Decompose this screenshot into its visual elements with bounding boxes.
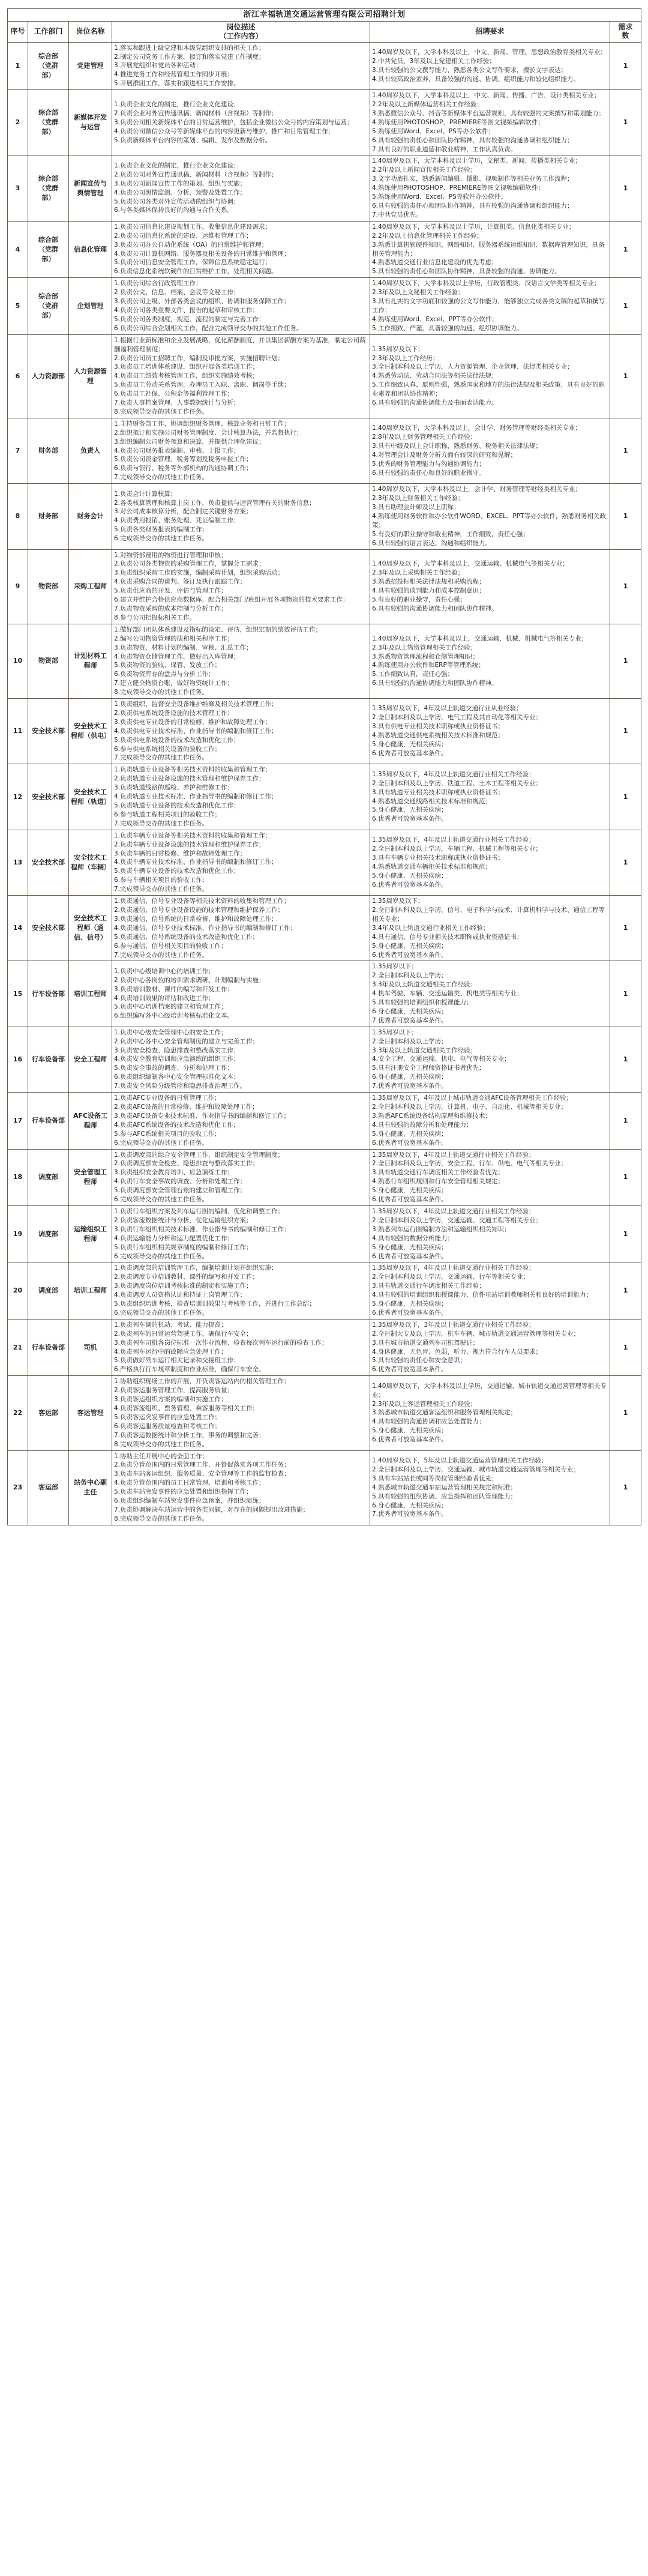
cell-desc: 1.负责AFC专业设备的日常管理工作； 2.负责AFC设备的日常检修、维护和故障处理工作； 3.负责AFC设备专业技术标准、作业指导书的编制和修订工作； 4.负责AFC系统设备的技术改造和优化工作； 5.参与AFC系统相关项目的验收工作； 6.完成领导交办的其他工作任务。	[112, 1093, 370, 1149]
cell-num: 1	[610, 418, 641, 483]
cell-no: 17	[8, 1093, 28, 1149]
table-row	[8, 764, 641, 830]
table-row	[8, 1262, 641, 1319]
cell-desc: 1.协助主任开展中心的全面工作； 2.负责分管范围内的日常管理工作，开督促落实各项工作任务； 3.负责车站客运组织、服务质量、安全管理等工作的监督检查； 4.负责分管范围内的员工日常管理、培训和考核工作； 5.负责车站突发事件的应急处置和组织指挥工作； 6.负责组织编制车站突发事件应急预案，并组织演练； 7.负责协调解决车站运营中的各类问题，对存在的问题提出改进措施； 8.完成领导交办的其他工作任务。	[112, 1450, 370, 1525]
cell-num: 1	[610, 221, 641, 277]
cell-dept: 物资部	[28, 549, 69, 624]
cell-desc: 1.负责行车组织方案及列车运行图的编制、优化和调整工作； 2.负责客流数据统计与分析，优化运输组织方案； 3.负责行车组织相关技术标准、作业指导书的编制和修订工作； 4.负责运输能力分析和运力配置优化工作； 5.负责行车组织相关规章制度的编制和修订工作； 6.完成领导交办的其他工作任务。	[112, 1205, 370, 1262]
cell-no: 3	[8, 155, 28, 221]
cell-req: 1.40周岁及以下，大学本科及以上，交通运输、机械、机械电气等相关专业； 2.3年及以上物资管理相关工作经验； 3.熟悉物资管理流程和仓储管理知识； 4.熟练使用办公软件和ERP等管理系统； 5.工作细致认真，责任心强； 6.具有较强的沟通协调能力和团队协作精神。	[370, 624, 610, 698]
cell-desc: 1.负责调度部的培训管理工作，编制培训计划并组织实施； 2.负责调度专业培训教材、课件的编写和开发工作； 3.负责调度岗位培训考核标准的制定和实施工作； 4.负责调度人员资格认证和持证上岗管理工作； 5.负责组织培训考核，检查培训训效果与考核等工作，并进行工作总结； 6.完成领导交办的其他工作任务。	[112, 1262, 370, 1319]
cell-desc: 1.负责企业文化的制定，推行企业文化建设； 2.负责公司对外宣传通讯稿、新闻材料（含视频）等制作； 3.负责公司新闻宣传工作的策划、组织与实施； 4.负责公司舆情监测、分析、预警及处置工作； 5.负责公司各类对外宣传活动的组织与协调； 6.与各类媒体保持良好的沟通与合作关系。	[112, 155, 370, 221]
cell-req: 1.40周岁及以下，大学本科及以上，会计学、财务管理等财经类相关专业； 2.8年及以上财务管理相关工作经验； 3.具有中级及以上会计职称，熟悉财务、税务相关法律法规； 4.对管理会计及财务分析方面有较深的研究和见解； 5.优秀的财务管理能力与沟通协调能力； 6.具有较强的责任心和良好的职业操守。	[370, 418, 610, 483]
cell-num: 1	[610, 1149, 641, 1205]
cell-post: 安全管理工程师	[69, 1149, 112, 1205]
header-no: 序号	[8, 21, 28, 42]
cell-req: 1.35周岁及以下，4年及以上轨道交通行业相关工作经验； 2.全日制本科及以上学历，车辆工程、机械工程等相关专业； 3.具有车辆专业相关技术职称或执业资格证书； 4.熟悉轨道交通车辆相关技术标准和规范； 5.身心健康，无相关疾病； 6.优秀者可放宽基本条件。	[370, 830, 610, 895]
cell-post: 安全工程师	[69, 1027, 112, 1092]
cell-no: 12	[8, 764, 28, 830]
cell-num: 1	[610, 830, 641, 895]
cell-no: 18	[8, 1149, 28, 1205]
cell-dept: 安全技术部	[28, 764, 69, 830]
cell-post: 培训工程师	[69, 1262, 112, 1319]
cell-dept: 人力资源部	[28, 334, 69, 418]
cell-post: 安全技术工程师（通信、信号）	[69, 896, 112, 961]
cell-post: 企划管理	[69, 278, 112, 334]
cell-req: 1.40周岁及以下，大学本科及以上，会计学、财务管理等财经类相关专业； 2.3年及以上财务相关工作经验； 3.具有助理会计师及以上职称； 4.熟练使用财务软件和办公软件WORD、EXCEL、PPT等办公软件，熟悉财务相关政策； 5.有良好的职业操守和敬业精神，工作细致，责任心强； 6.具有较强的语言表达、沟通和组织能力。	[370, 484, 610, 549]
cell-no: 6	[8, 334, 28, 418]
table-row	[8, 624, 641, 698]
cell-req: 1.40周岁及以下，大学本科及以上学历，计算机类、信息化类相关专业； 2.2年及以上信息化管理相关工作经验； 3.熟悉计算机软硬件知识、网络知识、服务器系统运维知识、数据库管理知识，具备相关管理能力； 4.熟悉轨道交通行业信息化建设的优先考虑； 5.具有较强的责任心和团队协作精神，具备较强的沟通、协调能力。	[370, 221, 610, 277]
table-row	[8, 90, 641, 155]
cell-num: 1	[610, 278, 641, 334]
cell-dept: 客运部	[28, 1376, 69, 1450]
table-body	[8, 42, 641, 1525]
cell-desc: 1.负责中心级安全管理中心的安全工作； 2.负责中心各中心安全管理制度的建立与完善工作； 3.负责安全检查、隐患排查和整改落实工作； 4.负责安全教育培训和应急演练的组织工作； 5.负责安全事故的调查、分析和处理工作； 6.负责组织编制各中心安全管理标准化文本； 7.负责安全风险分级管控和隐患排查治理工作。	[112, 1027, 370, 1092]
cell-req: 1.40周岁及以下，大学本科及以上学历，文秘类、新闻、传播类相关专业； 2.2年及以上新闻宣传相关工作经验； 3.文字功底扎实，熟悉新闻编辑、摄影、视频制作等相关业务工作流程； 4.熟练使用PHOTOSHOP、PREMIERE等图文视频编辑软件； 5.熟练使用Word、Excel、PS等软件办公软件； 6.具有较强的责任心和团队协作精神，具有较强的沟通协调和组织能力； 7.中共党员优先。	[370, 155, 610, 221]
cell-dept: 行车设备部	[28, 1027, 69, 1092]
cell-dept: 综合部 （党群 部）	[28, 221, 69, 277]
cell-dept: 调度部	[28, 1149, 69, 1205]
cell-dept: 综合部 （党群 部）	[28, 155, 69, 221]
cell-no: 9	[8, 549, 28, 624]
table-row	[8, 1027, 641, 1092]
cell-desc: 1.负责企业文化的制定，推行企业文化建设； 2.负责企业对外宣传通讯稿、新闻材料（含视频）等制作； 3.负责公司相关新媒体平台的日常运营维护，包括企业微信公众号的内容策划与运营； 4.负责公司微信公众号等新媒体平台的内容更新与维护、推广和日常管理工作； 5.负责新媒体平台内容的策划、编辑、发布及数据分析。	[112, 90, 370, 155]
cell-desc: 1.负责轨道专业设备等相关技术资料的收集和管理工作； 2.负责轨道专业设备设施的技术管理和维护保养工作； 3.负责轨道线路的巡检、养护和维修工作； 4.负责轨道专业技术标准、作业指导书的编制和修订工作； 5.负责轨道专业设备的技术改造和优化工作； 6.参与轨道工程相关项目的验收工作； 7.完成领导交办的其他工作任务。	[112, 764, 370, 830]
cell-desc: 1.负责通信、信号专业设备等相关技术资料的收集和管理工作； 2.负责通信、信号专业设备设施的技术管理和维护保养工作； 3.负责通信、信号系统的日常检修、维护和故障处理工作； 4.负责通信、信号专业技术标准、作业指导书的编制和修订工作； 5.负责通信、信号系统设备的技术改造和优化工作； 6.参与通信、信号相关项目的验收工作； 7.完成领导交办的其他工作任务。	[112, 896, 370, 961]
cell-no: 7	[8, 418, 28, 483]
cell-post: 站务中心副主任	[69, 1450, 112, 1525]
table-row	[8, 699, 641, 764]
table-row	[8, 961, 641, 1027]
cell-num: 1	[610, 896, 641, 961]
table-row	[8, 549, 641, 624]
table-row	[8, 1093, 641, 1149]
cell-post: 司机	[69, 1319, 112, 1375]
cell-req: 1.40周岁及以下，大学本科及以上，中文、新闻、传播、广告、设计类相关专业； 2.2年及以上新媒体运营相关工作经验； 3.熟悉微信公众号、抖音等新媒体平台运营规则，具有较强的文案撰写和策划能力； 4.熟练使用PHOTOSHOP、PREMIERE等图文视频编辑软件； 5.熟练使用Word、Excel、PS等办公软件； 6.具有较强的责任心和团队协作精神，具有较强的沟通协调和组织能力； 7.具有良好的职业道德和敬业精神，工作认真负责。	[370, 90, 610, 155]
header-department: 工作部门	[28, 21, 69, 42]
table-row	[8, 334, 641, 418]
cell-num: 1	[610, 1205, 641, 1262]
cell-dept: 调度部	[28, 1205, 69, 1262]
header-post-name: 岗位名称	[69, 21, 112, 42]
header-job-description-line1: 岗位描述	[226, 22, 256, 31]
table-row	[8, 418, 641, 483]
table-header-row	[8, 21, 641, 42]
cell-req: 1.35周岁及以下，4年及以上轨道交通行业从业经验； 2.全日制本科及以上学历，电气工程及其自动化等相关专业； 3.具有供电专业相关技术职称或执业资格证书； 4.熟悉轨道交通供电系统相关技术标准和规范； 5.身心健康，无相关疾病； 6.优秀者可放宽基本条件。	[370, 699, 610, 764]
cell-num: 1	[610, 1376, 641, 1450]
table-row	[8, 42, 641, 90]
header-job-description-line2: （工作内容）	[219, 31, 263, 40]
cell-dept: 财务部	[28, 484, 69, 549]
cell-req: 1.35周岁及以下，4年及以上城市轨道交通AFC设备管理相关工作经验； 2.全日制本科及以上学历，计算机、电子、自动化、机械等相关专业； 3.熟悉AFC系统设备结构原理和维修技术； 4.具有较强的故障分析和处理能力； 5.身心健康，无相关疾病； 6.优秀者可放宽基本条件。	[370, 1093, 610, 1149]
cell-desc: 1.负责组织、监督安全设备维护维修及相关技术管理工作； 2.负责供电系统设备设施的技术管理工作； 3.负责供电专业设备的日常检修、维护和故障处理工作； 4.负责供电专业技术标准、作业指导书的编制和修订工作； 5.负责供电系统设备的技术改造和优化工作； 6.参与供电系统相关设备的验收工作； 7.完成领导交办的其他工作任务。	[112, 699, 370, 764]
cell-post: 安全技术工程师（供电）	[69, 699, 112, 764]
cell-req: 1.40周岁及以下，大学本科及以上学历，行政管理类、汉语言文学类等相关专业； 2.3年及以上文秘相关工作经验； 3.具有扎实的文字功底和较强的公文写作能力，能够独立完成各类文稿的起草和撰写工作； 4.熟练使用Word、Excel、PPT等办公软件； 5.工作细致、严谨，具备较强的沟通、组织协调能力。	[370, 278, 610, 334]
cell-dept: 综合部 （党群 部）	[28, 278, 69, 334]
cell-desc: 1.做好部门团队体系建设及指标的设定、评估，组织定期的绩效评估工作； 2.编写公司物资管理的法和相关程序工作； 3.负责物资、材料计划的编制、审核、汇总工作； 4.负责物资仓储管理工作，做好出入库管理； 5.负责物资的验收、保管、发放工作； 6.负责物资库存的盘点与分析工作； 7.建立健全物资台账，做好物资统计工作； 8.完成领导交办的其他工作任务。	[112, 624, 370, 698]
cell-num: 1	[610, 1450, 641, 1525]
cell-req: 1.35周岁及以下，3年及以上轨道交通行业相关工作经验； 2.全日制大专及以上学历，机车车辆、城市轨道交通运营管理等相关专业； 3.具有城市轨道交通列车司机驾驶证； 4.身体健康，无色盲、色弱，听力、视力符合行车人员要求； 5.具有较强的责任心和安全意识； 6.优秀者可放宽基本条件。	[370, 1319, 610, 1375]
cell-post: 计划材料工程师	[69, 624, 112, 698]
cell-num: 1	[610, 1093, 641, 1149]
cell-dept: 安全技术部	[28, 896, 69, 961]
cell-no: 19	[8, 1205, 28, 1262]
cell-post: 财务会计	[69, 484, 112, 549]
cell-num: 1	[610, 764, 641, 830]
cell-req: 1.35周岁及以下，4年及以上轨道交通行业相关工作经验； 2.全日制本科及以上学历，铁道工程、土木工程等相关专业； 3.具有轨道专业相关技术职称或执业资格证书； 4.熟悉轨道交通线路相关技术标准和规范； 5.身心健康，无相关疾病； 6.优秀者可放宽基本条件。	[370, 764, 610, 830]
cell-post: 采购工程师	[69, 549, 112, 624]
cell-req: 1.35周岁及以下； 2.全日制本科及以上学历，信号、电子科学与技术、计算机科学与技术、通信工程等相关专业； 3.4年及以上轨道交通行业相关工作经验； 4.具有通信、信号专业相关技术职称或执业资格证书； 5.身心健康，无相关疾病； 6.优秀者可放宽基本条件。	[370, 896, 610, 961]
cell-req: 1.40周岁及以下，大学本科及以上，中文、新闻、管理、思想政治教育类相关专业； 2.中共党员，3年及以上党建相关工作经验； 3.具有较强的公文撰写能力，熟悉各类公文写作要求，擅长文字表达； 4.具有较高政治素养，具备较强的沟通、协调、组织能力和较化组织能力。	[370, 42, 610, 90]
cell-no: 8	[8, 484, 28, 549]
cell-num: 1	[610, 699, 641, 764]
cell-req: 1.40周岁及以下，5年及以上轨道交通运营管理相关工作经验； 2.全日制本科及以上学历，交通运输、城市轨道交通运营管理等相关专业； 3.具有车站站长或同等岗位管理经验者优先； 4.熟悉城市轨道交通车站运营管理相关规定和标准； 5.具有较强的组织协调、应急指挥和团队管理能力； 6.身心健康，无相关疾病； 7.优秀者可放宽基本条件。	[370, 1450, 610, 1525]
cell-dept: 安全技术部	[28, 699, 69, 764]
cell-no: 15	[8, 961, 28, 1027]
cell-req: 1.35周岁及以下，4年及以上轨道交通行业相关工作经验； 2.全日制本科及以上学历，安全工程、行车、供电、电气等相关专业； 3.具有轨道交通行车调度相关工作经验者优先； 4.熟悉行车组织规则和行车安全管理相关规定； 5.身心健康，无相关疾病； 6.优秀者可放宽基本条件。	[370, 1149, 610, 1205]
cell-num: 1	[610, 1027, 641, 1092]
cell-req: 1.40周岁及以下，大学本科及以上学历，交通运输、城市轨道交通运营管理等相关专业； 2.3年及以上客运管理相关工作经验； 3.熟悉城市轨道交通客运组织和服务管理相关规定； 4.具有较强的沟通协调和应急处置能力； 5.身心健康，无相关疾病； 6.优秀者可放宽基本条件。	[370, 1376, 610, 1450]
cell-num: 1	[610, 624, 641, 698]
cell-post: 信息化管理	[69, 221, 112, 277]
cell-post: 人力资源管理	[69, 334, 112, 418]
cell-no: 20	[8, 1262, 28, 1319]
cell-num: 1	[610, 42, 641, 90]
cell-num: 1	[610, 90, 641, 155]
cell-req: 1.35周岁及以下，4年及以上轨道交通行业相关工作经验； 2.全日制本科及以上学历，交通运输、行车等相关专业； 3.具有轨道交通行车调度相关工作经验； 4.具有较强的培训组织和授课能力，信件电站培训教师相关和良好的培训能力； 5.身心健康，无相关疾病； 6.优秀者可放宽基本条件。	[370, 1262, 610, 1319]
cell-no: 23	[8, 1450, 28, 1525]
cell-desc: 1.负责公司综合行政管理工作； 2.负责公文、信息、档案、会议等文秘工作； 3.负责公司上级、外部各类会议的组织、协调和服务保障工作； 4.负责公司各类重要文件、报告的起草和审核工作； 5.负责公司各类制度、规范、流程的制定与完善工作； 6.负责公司综合企划相关工作，配合完成领导交办的其他工作任务。	[112, 278, 370, 334]
recruitment-plan-table	[7, 8, 641, 1525]
cell-desc: 1.协助组织现场工作的开展，开负责客运站内的相关管理工作； 2.负责客运服务管理工作，提高服务质量； 3.负责客运组织方案的编制和实施工作； 4.负责客流组织、票务管理、乘客服务等相关工作； 5.负责客运突发事件的应急处置工作； 6.负责客运服务质量检查和考核工作； 7.负责客运数据统计和分析工作，事务的调整和完善； 8.完成领导交办的其他工作任务。	[112, 1376, 370, 1450]
cell-post: 安全技术工程师（轨道）	[69, 764, 112, 830]
cell-req: 1.35周岁以下； 2.全日制本科及以上学历； 3.3年及以上轨道交通相关工作经验； 4.机车驾驶、车辆、交通运输类、机电类等相关专业； 5.具有较强的培训组织和授课能力； 6.身心健康，无相关疾病； 7.优秀者可放宽基本条件。	[370, 961, 610, 1027]
table-row	[8, 896, 641, 961]
table-row	[8, 155, 641, 221]
cell-dept: 安全技术部	[28, 830, 69, 895]
table-row	[8, 1149, 641, 1205]
cell-post: AFC设备工程师	[69, 1093, 112, 1149]
table-row	[8, 484, 641, 549]
cell-no: 1	[8, 42, 28, 90]
table-title-row	[8, 9, 641, 22]
header-demand-line1: 需求	[618, 22, 633, 31]
header-requirements: 招聘要求	[370, 21, 610, 42]
cell-post: 客运管理	[69, 1376, 112, 1450]
cell-num: 1	[610, 549, 641, 624]
header-demand-line2: 数	[622, 31, 629, 40]
cell-no: 2	[8, 90, 28, 155]
table-row	[8, 1319, 641, 1375]
table-row	[8, 221, 641, 277]
cell-post: 新闻宣传与舆情管理	[69, 155, 112, 221]
cell-dept: 综合部 （党群 部）	[28, 90, 69, 155]
cell-desc: 1.负责中心级培训中心的培训工作； 2.负责中心各岗位的培训需求调研、计划编制与实施； 3.负责培训教材、课件的编写和开发工作； 4.负责培训效果的评估和改进工作； 5.负责中心培训档案的建立和管理工作； 6.组织编写各中心级培训考核标准化文本。	[112, 961, 370, 1027]
cell-desc: 1.负责列车调的机动、考试、能力提高； 2.负责列车的日常运营驾驶工作，确保行车安全； 3.负责列车司机各岗位标准一次作业流程、检查每次列车运行前的检查工作； 4.负责列车运行中的故障应急处理工作； 5.负责做好列车运行相关记录和交接班工作； 6.严格执行行车规章制度和作业标准，确保行车安全。	[112, 1319, 370, 1375]
cell-post: 安全技术工程师（车辆）	[69, 830, 112, 895]
cell-req: 1.35周岁以下； 2.全日制本科及以上学历； 3.3年及以上轨道交通相关工作经验； 4.安全工程、交通运输、机电、电气等相关专业； 5.具有注册安全工程师资格证书者优先； 6.身心健康，无相关疾病； 7.优秀者可放宽基本条件。	[370, 1027, 610, 1092]
cell-no: 14	[8, 896, 28, 961]
cell-desc: 1.主持财务部工作，协调组织财务管理、核算业务和日常工作； 2.组织拟订和实施公司财务管理制度、会计核算办法，并监督执行； 3.组织编制公司财务预算和决算，并提供合理化建议； 4.负责公司财务报表编制、审核、上报工作； 5.负责公司资金管理、税务筹划及税务申报工作； 6.负责与银行、税务等外部机构的沟通协调工作； 7.完成领导交办的其他工作任务。	[112, 418, 370, 483]
cell-num: 1	[610, 155, 641, 221]
cell-num: 1	[610, 484, 641, 549]
document-title: 浙江幸福轨道交通运营管理有限公司招聘计划	[8, 9, 641, 22]
cell-num: 1	[610, 1262, 641, 1319]
cell-post: 培训工程师	[69, 961, 112, 1027]
cell-post: 负责人	[69, 418, 112, 483]
header-demand-count	[610, 21, 641, 42]
cell-dept: 行车设备部	[28, 1319, 69, 1375]
cell-dept: 行车设备部	[28, 961, 69, 1027]
table-row	[8, 1205, 641, 1262]
cell-no: 10	[8, 624, 28, 698]
cell-desc: 1.负责公司信息化建设规划工作，收集信息化建设需求； 2.负责公司信息化系统的建设、运维和管理工作； 3.负责公司办公自动化系统（OA）的日常维护和管理； 4.负责公司计算机网络、服务器及相关设备的日常维护和管理； 5.负责公司信息安全管理工作，保障信息系统稳定运行； 6.负责信息化系统软硬件的日常维护工作，处理相关问题。	[112, 221, 370, 277]
cell-no: 21	[8, 1319, 28, 1375]
header-job-description	[112, 21, 370, 42]
cell-req: 1.35周岁及以下，4年及以上轨道交通行业相关工作经验； 2.全日制本科及以上学历，交通运输、交通工程等相关专业； 3.熟悉列车运行图编制方法和运输组织相关知识； 4.具有较强的数据分析能力； 5.身心健康，无相关疾病； 6.优秀者可放宽基本条件。	[370, 1205, 610, 1262]
cell-dept: 财务部	[28, 418, 69, 483]
cell-no: 4	[8, 221, 28, 277]
cell-desc: 1.对物资部费用的物资进行管理和审核； 2.负责公司各类物资的采购管理工作，掌握分工需求； 3.负责组织采购工作的实施，编制采购计划，组织采购活动； 4.负责采购合同的谈判、签订及执行跟踪工作； 5.负责供应商的开发、评估与管理工作； 6.建立并维护合格供应商数据库，配合相关部门/班组开展各项物资的技术要求工作； 7.负责物资采购的成本控制与分析工作； 8.参与公司招投标相关工作。	[112, 549, 370, 624]
cell-dept: 物资部	[28, 624, 69, 698]
cell-post: 运输组织工程师	[69, 1205, 112, 1262]
table-row	[8, 1450, 641, 1525]
cell-dept: 行车设备部	[28, 1093, 69, 1149]
cell-dept: 调度部	[28, 1262, 69, 1319]
table-row	[8, 830, 641, 895]
cell-desc: 1.负责车辆专业设备等相关技术资料的收集和管理工作； 2.负责车辆专业设备设施的技术管理和维护保养工作； 3.负责车辆的日常检修、维护和故障处理工作； 4.负责车辆专业技术标准、作业指导书的编制和修订工作； 5.负责车辆专业设备的技术改造和优化工作； 6.参与车辆相关项目的验收工作； 7.完成领导交办的其他工作任务。	[112, 830, 370, 895]
cell-dept: 综合部 （党群 部）	[28, 42, 69, 90]
cell-no: 5	[8, 278, 28, 334]
cell-num: 1	[610, 961, 641, 1027]
cell-no: 11	[8, 699, 28, 764]
cell-desc: 1.负责会计计算核算； 2.各类核算管理和核算上岗工作，负责提供与运营管理有关的财务信息； 3.对公司成本核算分析，配合制定关键财务方案； 4.负责费用报销、账务处理、凭证编制工作； 5.负责各类财务报表的编制工作； 6.完成领导交办的其他工作任务。	[112, 484, 370, 549]
cell-no: 13	[8, 830, 28, 895]
table-row	[8, 278, 641, 334]
cell-post: 党建管理	[69, 42, 112, 90]
cell-num: 1	[610, 334, 641, 418]
cell-desc: 1.根据行业新标准和企业发展战略，优化薪酬制度，并以集团薪酬方案为基准，制定公司薪酬福利管理制度； 2.负责公司员工招聘工作，编制及审批方案，实施招聘计划； 3.负责员工培训体系建设，组织开展各类培训工作； 4.负责员工绩效考核管理工作，组织实施绩效考核； 5.负责员工劳动关系管理，办理员工入职、离职、调岗等手续； 6.负责员工社保、公积金等福利管理工作； 7.负责人事档案管理、人事数据统计与分析； 8.完成领导交办的其他工作任务。	[112, 334, 370, 418]
cell-dept: 客运部	[28, 1450, 69, 1525]
cell-req: 1.35周岁及以下； 2.3年及以上工作经历； 3.全日制本科及以上学历，人力资源管理、企业管理、法律类相关专业； 4.熟悉劳动法、劳动合同法等相关法律法规； 5.工作细致认真、原则性强，熟悉国家和地方的法律法规及相关政策，具有良好的职业素养和团队协作精神； 6.具有较强的沟通协调能力及书面表达能力。	[370, 334, 610, 418]
cell-post: 新媒体开发与运营	[69, 90, 112, 155]
cell-req: 1.40周岁及以下，大学本科及以上，交通运输、机械电气等相关专业； 2.3年及以上采购相关工作经验； 3.熟悉招投标相关法律法规和采购流程； 4.具有较强的谈判能力和成本控制意识； 5.有良好的职业操守，责任心强； 6.具有较强的沟通协调能力和团队协作精神。	[370, 549, 610, 624]
cell-desc: 1.落实和跟进上级党建和本级党组织安排的相关工作； 2.制定公司党务工作方案，拟订和落实党建工作制度； 3.开展党组织和党员各种活动； 4.推进党务工作和经营管理工作同步开展； 5.开展群团工作，落实和跟进相关工作安排。	[112, 42, 370, 90]
table-row	[8, 1376, 641, 1450]
cell-num: 1	[610, 1319, 641, 1375]
cell-no: 22	[8, 1376, 28, 1450]
cell-desc: 1.负责调度部的综合安全管理工作，组织制定安全管理制度； 2.负责调度部安全检查、隐患排查与整改落实工作； 3.负责组织安全教育培训、应急演练工作； 4.负责行车安全事故的调查、分析和处理工作； 5.负责调度部安全管理台账的建立和管理工作； 6.完成领导交办的其他工作任务。	[112, 1149, 370, 1205]
cell-no: 16	[8, 1027, 28, 1092]
